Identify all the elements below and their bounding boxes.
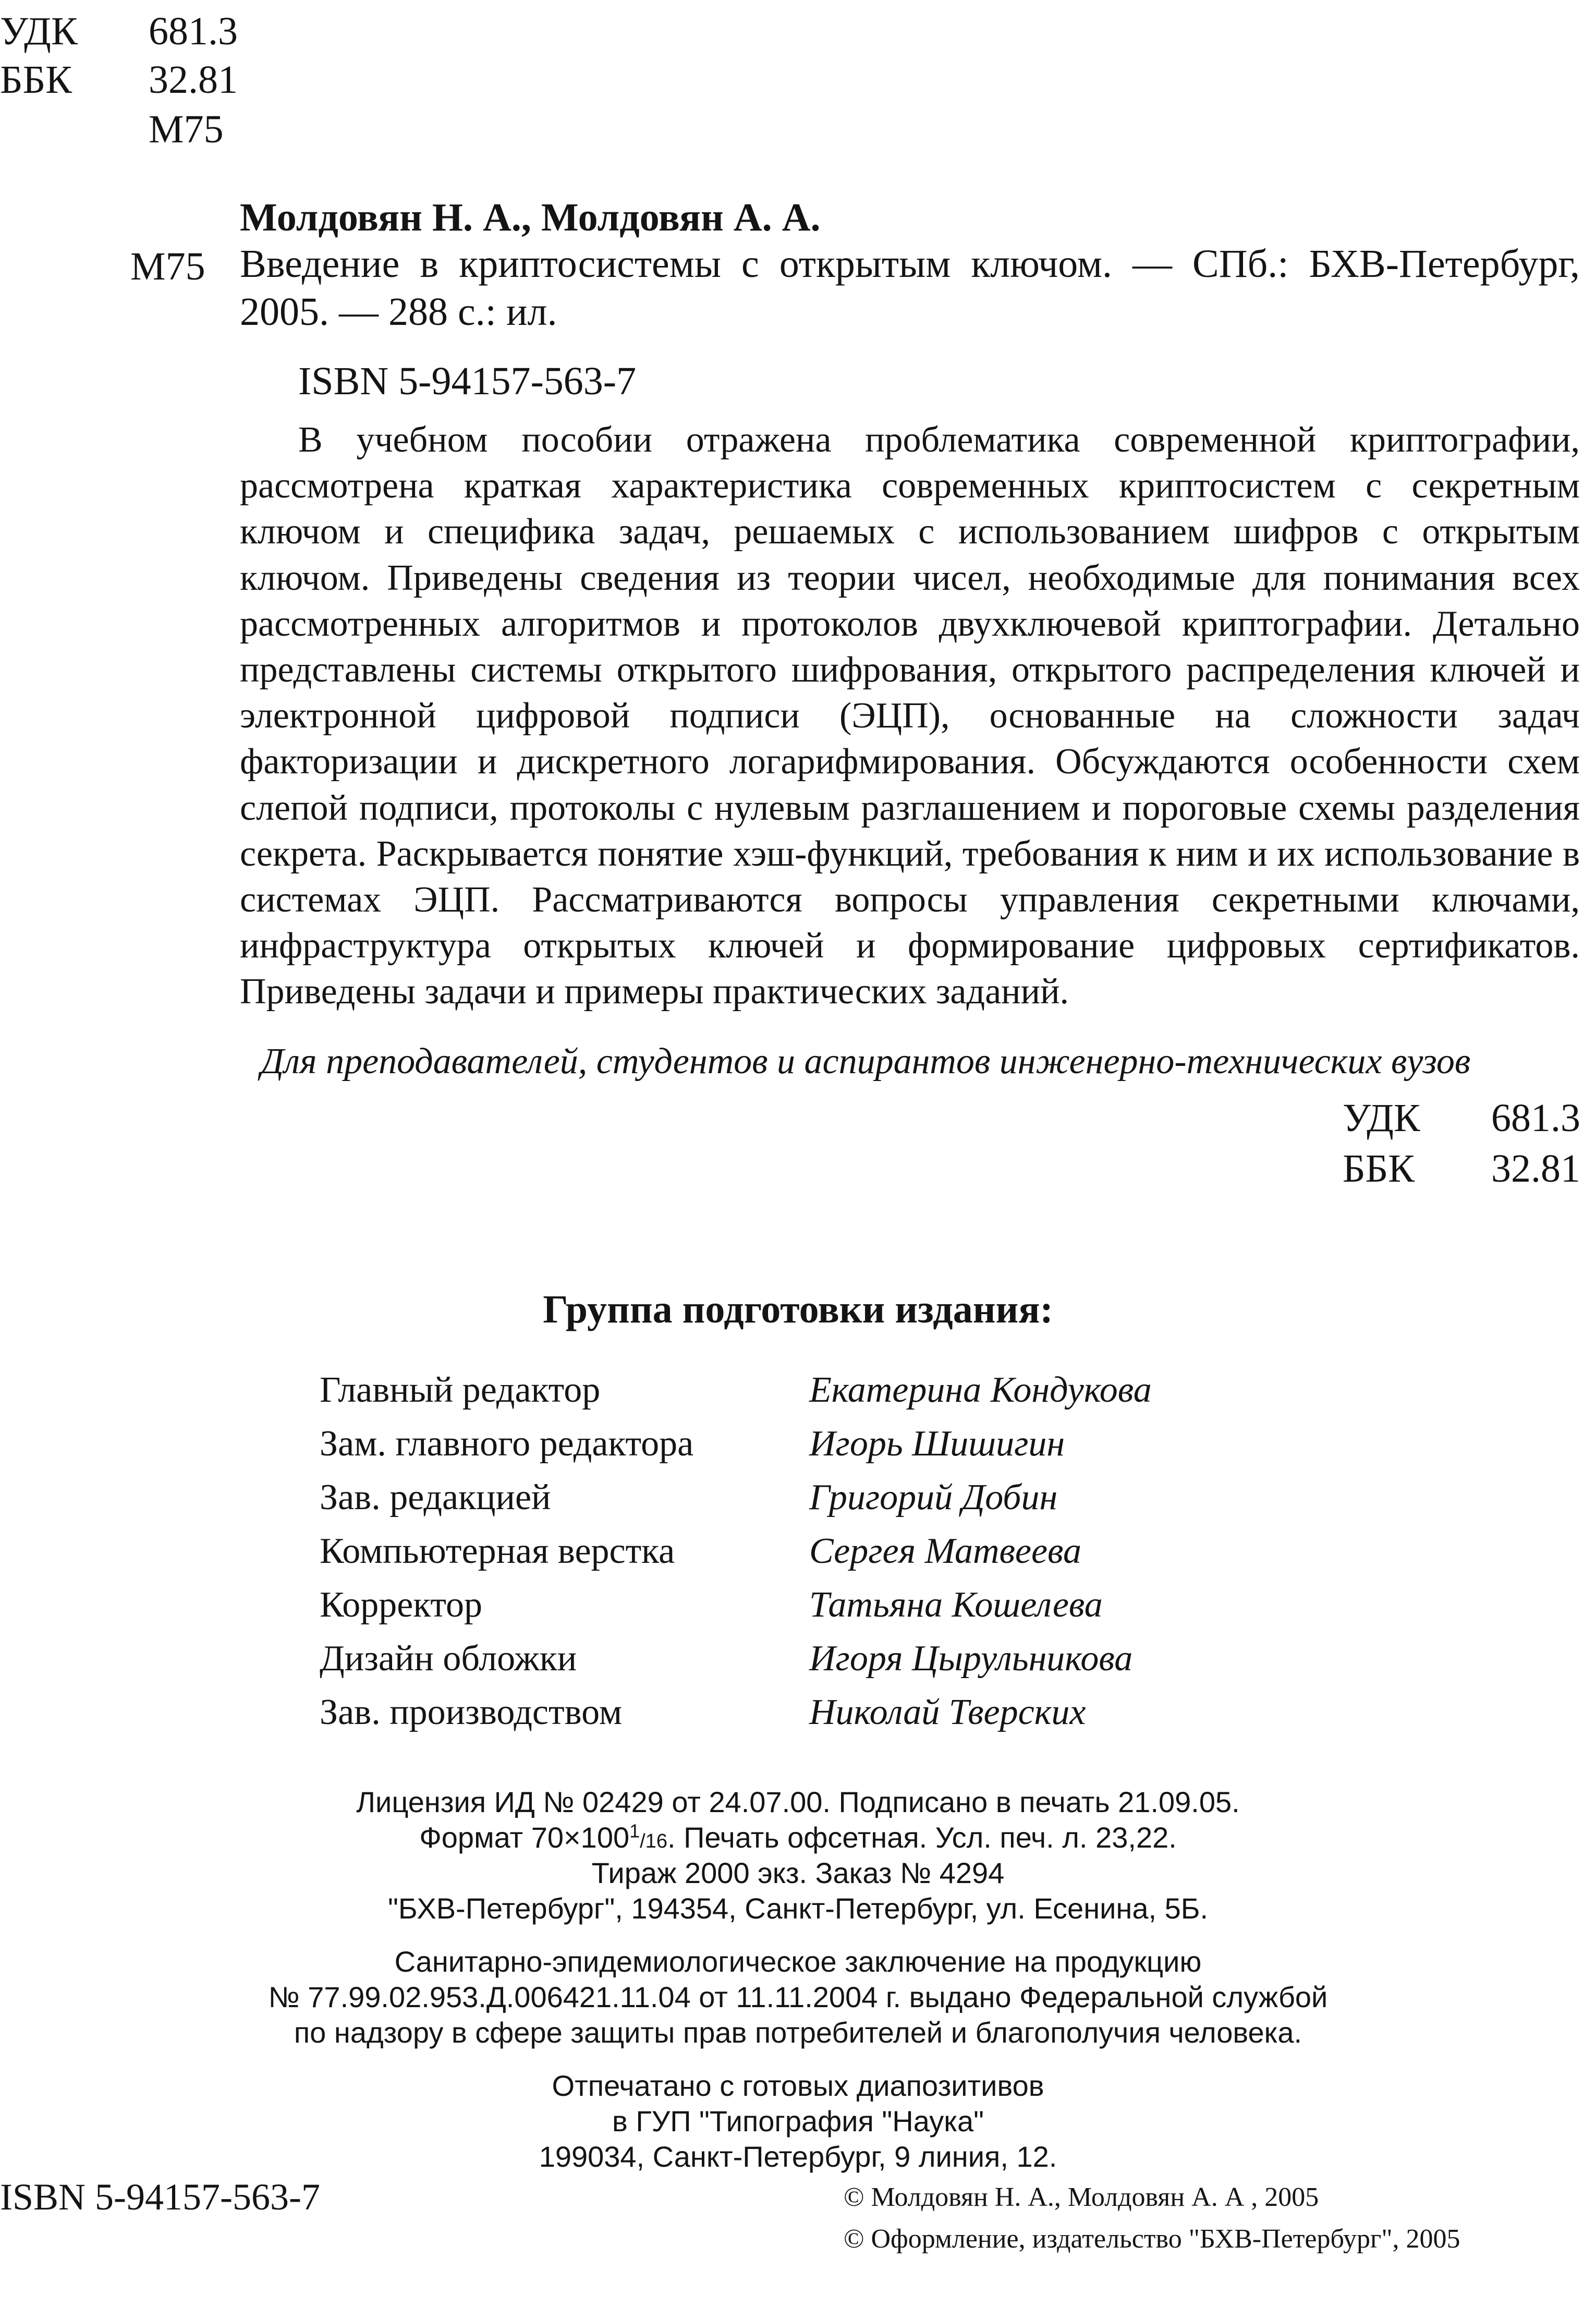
copyright-authors: © Молдовян Н. А., Молдовян А. А , 2005: [844, 2182, 1319, 2212]
author-mark: М75: [130, 245, 205, 288]
staff-role: Корректор: [320, 1585, 483, 1625]
udk-label: УДК: [1343, 1096, 1420, 1140]
annotation: В учебном пособии отражена проблематика современной криптографии, рассмотрена краткая характеристика современных криптосистем с секретным ключом и специфика задач, решаемых с использованием шифров с открытым ключом. Приведены сведения из теории чисел, необходимые для понимания всех рассмотренных алгоритмов и протоколов двухключевой криптографии. Детально представлены системы открытого шифрования, открытого распределения ключей и электронной цифровой подписи (ЭЦП), основанные на сложности задач факторизации и дискретного логарифмирования. Обсуждаются особенности схем слепой подписи, протоколы с нулевым разглашением и пороговые схемы разделения секрета. Раскрывается понятие хэш-функций, требования к ним и их использование в системах ЭЦП. Рассматриваются вопросы управления секретными ключами, инфраструктура открытых ключей и формирование цифровых сертификатов. Приведены задачи и примеры практических заданий.: [240, 420, 1580, 1012]
printed-line-3: 199034, Санкт-Петербург, 9 линия, 12.: [539, 2140, 1057, 2173]
publisher-address: "БХВ-Петербург", 194354, Санкт-Петербург, ул. Есенина, 5Б.: [387, 1892, 1209, 1925]
bbk-value: 32.81: [149, 58, 238, 102]
udk-value: 681.3: [1491, 1096, 1580, 1140]
sanitary-line-3: по надзору в сфере защиты прав потребителей и благополучия человека.: [294, 2016, 1302, 2049]
staff-role: Дизайн обложки: [320, 1638, 577, 1679]
staff-role: Компьютерная верстка: [320, 1531, 675, 1571]
sanitary-line-2: № 77.99.02.953.Д.006421.11.04 от 11.11.2004 г. выдано Федеральной службой: [268, 1981, 1328, 2013]
staff-role: Зав. производством: [320, 1692, 623, 1732]
staff-heading: Группа подготовки издания:: [543, 1288, 1053, 1331]
staff-role: Зам. главного редактора: [320, 1424, 694, 1464]
bbk-row-top: [0, 60, 238, 100]
staff-role: Главный редактор: [320, 1370, 601, 1410]
staff-name: Игоря Цырульникова: [809, 1638, 1133, 1679]
format-sup: 1: [629, 1820, 640, 1842]
staff-name: Николай Тверских: [809, 1692, 1086, 1732]
format-sub: /16: [640, 1830, 667, 1852]
staff-name: Татьяна Кошелева: [809, 1585, 1103, 1625]
bbk-label: ББК: [0, 58, 72, 102]
sanitary-line-1: Санитарно-эпидемиологическое заключение на продукцию: [394, 1945, 1202, 1978]
staff-name: Григорий Добин: [809, 1477, 1058, 1517]
bbk-label: ББК: [1343, 1147, 1415, 1191]
author-mark-top: М75: [149, 107, 224, 151]
staff-role: Зав. редакцией: [320, 1477, 551, 1517]
isbn-bottom: ISBN 5-94157-563-7: [0, 2176, 320, 2218]
udk-value: 681.3: [149, 9, 238, 53]
udk-row-top: [0, 11, 238, 51]
copyright-design: © Оформление, издательство "БХВ-Петербург", 2005: [844, 2224, 1460, 2254]
isbn-top: ISBN 5-94157-563-7: [298, 359, 637, 403]
authors: Молдовян Н. А., Молдовян А. А.: [240, 196, 821, 239]
staff-name: Игорь Шишигин: [809, 1424, 1065, 1464]
staff-name: Сергея Матвеева: [809, 1531, 1081, 1571]
format-line: [0, 1820, 1596, 1859]
bbk-row-right: [0, 1149, 1596, 1191]
title-line: Введение в криптосистемы с открытым ключом. — СПб.: БХВ-Петербург, 2005. — 288 с.: ил.: [240, 242, 1580, 334]
license-line: Лицензия ИД № 02429 от 24.07.00. Подписано в печать 21.09.05.: [356, 1786, 1240, 1818]
run-line: Тираж 2000 экз. Заказ № 4294: [591, 1856, 1005, 1889]
printed-line-2: в ГУП "Типография "Наука": [612, 2105, 984, 2138]
format-prefix: Формат 70×100: [419, 1821, 630, 1854]
bbk-value: 32.81: [1491, 1147, 1580, 1191]
staff-name: Екатерина Кондукова: [809, 1370, 1152, 1410]
udk-row-right: [0, 1098, 1596, 1140]
udk-label: УДК: [0, 9, 78, 53]
printed-line-1: Отпечатано с готовых диапозитивов: [552, 2069, 1044, 2102]
audience-note: Для преподавателей, студентов и аспирантов инженерно-технических вузов: [261, 1041, 1471, 1082]
format-suffix: . Печать офсетная. Усл. печ. л. 23,22.: [667, 1821, 1177, 1854]
